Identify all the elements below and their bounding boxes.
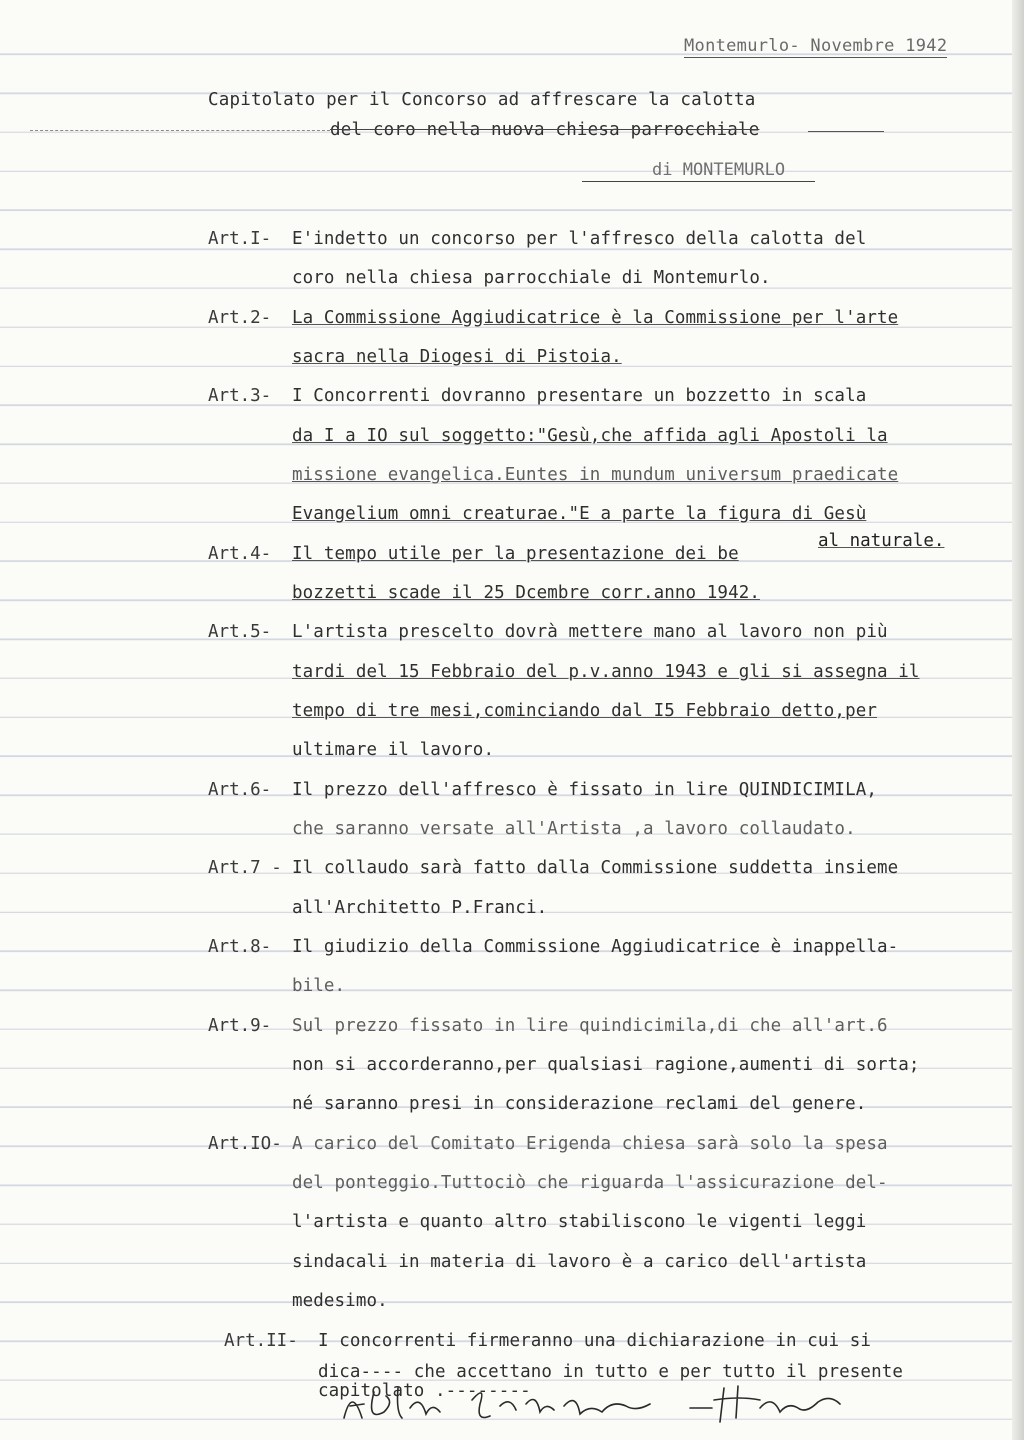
document-title-line3: di MONTEMURLO	[582, 160, 815, 182]
article-2-line-1: La Commissione Aggiudicatrice è la Commissione per l'arte	[292, 308, 899, 328]
article-9-line-1: Sul prezzo fissato in lire quindicimila,di che all'art.6	[292, 1016, 888, 1036]
article-11-line-2: dica---- che accettano in tutto e per tutto il presente	[318, 1362, 903, 1382]
article-8-line-2: bile.	[292, 976, 346, 996]
article-11-line-1: I concorrenti firmeranno una dichiarazione in cui si	[318, 1331, 872, 1351]
article-4-line-1: Il tempo utile per la presentazione dei be	[292, 544, 739, 564]
article-2-line-2: sacra nella Diogesi di Pistoia.	[292, 347, 622, 367]
article-3-line-2: da I a IO sul soggetto:"Gesù,che affida agli Apostoli la	[292, 426, 888, 446]
article-4-label: Art.4-	[208, 544, 272, 564]
article-10-line-5: medesimo.	[292, 1291, 388, 1311]
article-9-label: Art.9-	[208, 1016, 272, 1036]
article-10-line-1: A carico del Comitato Erigenda chiesa sarà solo la spesa	[292, 1134, 888, 1154]
article-4-insertion: al naturale.	[818, 531, 945, 551]
article-6-line-2: che saranno versate all'Artista ,a lavoro collaudato.	[292, 819, 856, 839]
article-7-line-1: Il collaudo sarà fatto dalla Commissione suddetta insieme	[292, 858, 899, 878]
article-5-line-1: L'artista prescelto dovrà mettere mano al lavoro non più	[292, 622, 888, 642]
handwritten-signature	[340, 1378, 860, 1438]
article-6-label: Art.6-	[208, 780, 272, 800]
article-11-label: Art.II-	[224, 1331, 298, 1351]
article-2-label: Art.2-	[208, 308, 272, 328]
article-1-line-1: E'indetto un concorso per l'affresco della calotta del	[292, 229, 867, 249]
title-dash-right	[808, 131, 884, 132]
article-1-label: Art.I-	[208, 229, 272, 249]
article-9-line-3: né saranno presi in considerazione reclami del genere.	[292, 1094, 867, 1114]
article-11-line-3: capitolato .--------	[318, 1381, 531, 1401]
document-date: Montemurlo- Novembre 1942	[684, 36, 948, 56]
article-10-label: Art.IO-	[208, 1134, 282, 1154]
article-4-line-2: bozzetti scade il 25 Dcembre corr.anno 1942.	[292, 583, 760, 603]
article-3-line-1: I Concorrenti dovranno presentare un bozzetto in scala	[292, 386, 867, 406]
article-3-label: Art.3-	[208, 386, 272, 406]
article-7-label: Art.7 -	[208, 858, 282, 878]
article-3-line-3: missione evangelica.Euntes in mundum universum praedicate	[292, 465, 899, 485]
article-6-line-1: Il prezzo dell'affresco è fissato in lire QUINDICIMILA,	[292, 780, 877, 800]
article-10-line-4: sindacali in materia di lavoro è a carico dell'artista	[292, 1252, 867, 1272]
article-8-line-1: Il giudizio della Commissione Aggiudicatrice è inappella-	[292, 937, 899, 957]
article-8-label: Art.8-	[208, 937, 272, 957]
article-7-line-2: all'Architetto P.Franci.	[292, 898, 548, 918]
document-title-line1: Capitolato per il Concorso ad affrescare la calotta	[208, 90, 756, 110]
article-3-line-4: Evangelium omni creaturae."E a parte la figura di Gesù	[292, 504, 867, 524]
page-edge	[1012, 0, 1024, 1440]
article-5-line-3: tempo di tre mesi,cominciando dal I5 Febbraio detto,per	[292, 701, 877, 721]
article-5-label: Art.5-	[208, 622, 272, 642]
article-1-line-2: coro nella chiesa parrocchiale di Montemurlo.	[292, 268, 771, 288]
article-10-line-2: del ponteggio.Tuttociò che riguarda l'assicurazione del-	[292, 1173, 888, 1193]
article-5-line-2: tardi del 15 Febbraio del p.v.anno 1943 e gli si assegna il	[292, 662, 920, 682]
title-dash-left	[30, 130, 330, 131]
article-9-line-2: non si accorderanno,per qualsiasi ragione,aumenti di sorta;	[292, 1055, 920, 1075]
article-10-line-3: l'artista e quanto altro stabiliscono le vigenti leggi	[292, 1212, 867, 1232]
document-title-line2: del coro nella nuova chiesa parrocchiale	[330, 120, 760, 140]
article-5-line-4: ultimare il lavoro.	[292, 740, 495, 760]
